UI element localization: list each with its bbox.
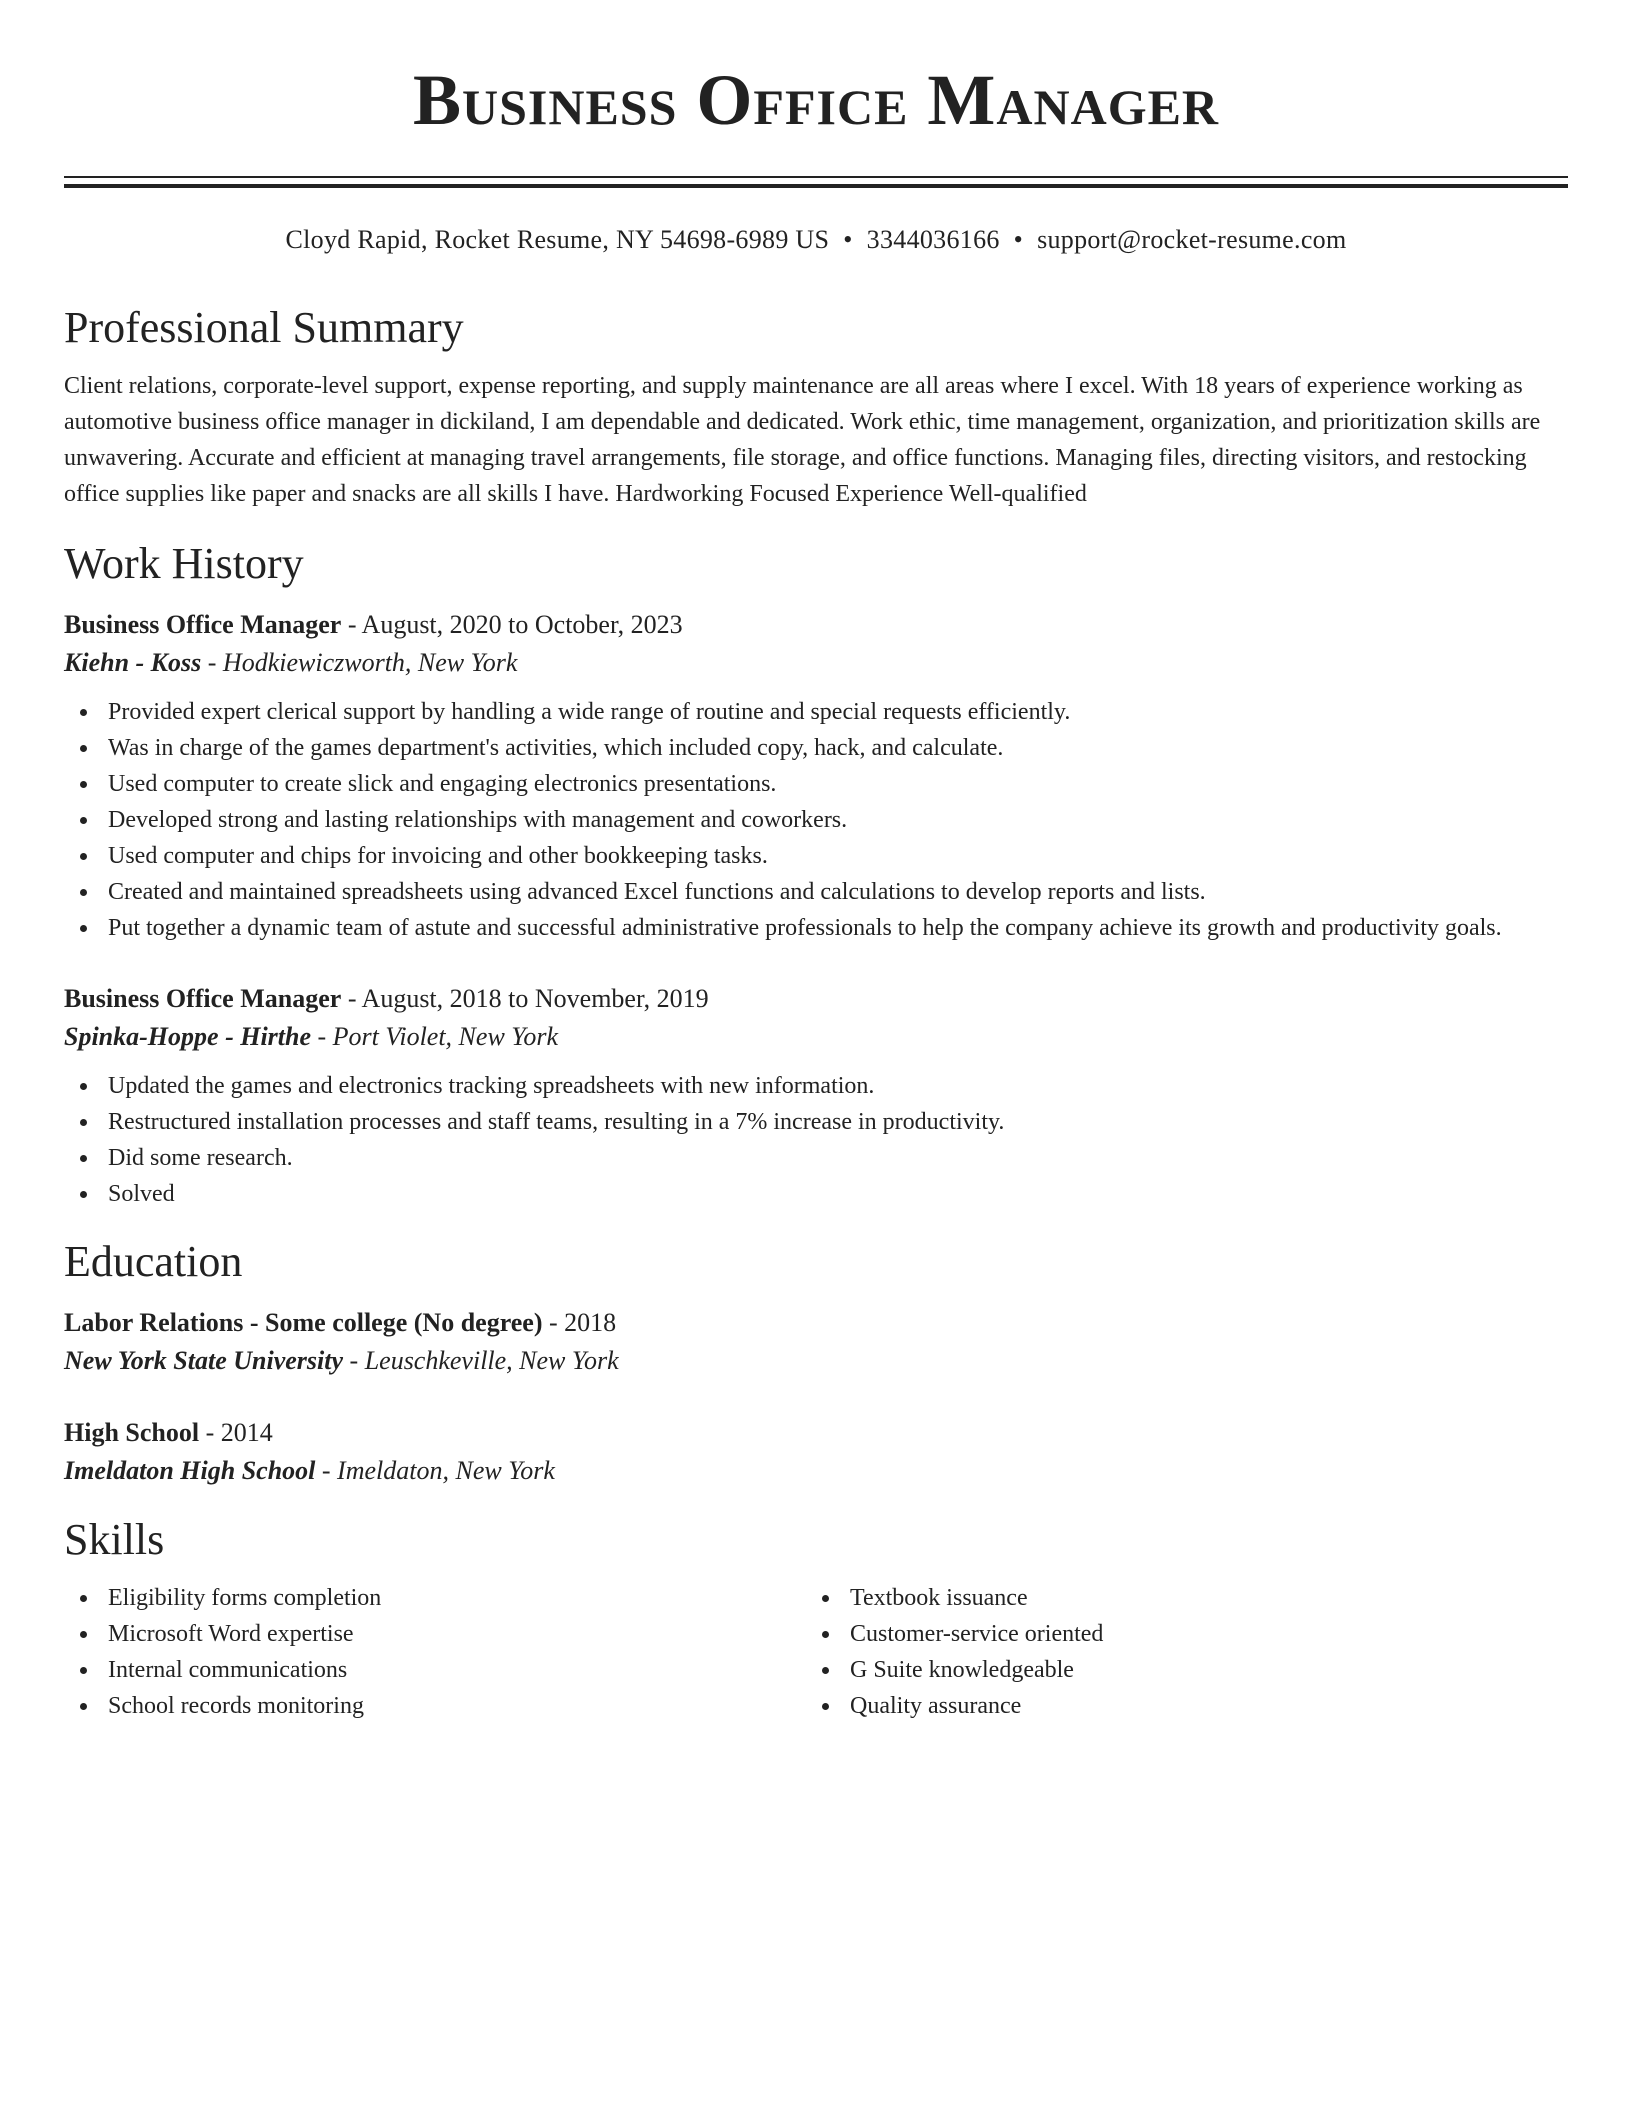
- job-position: Business Office Manager: [64, 984, 342, 1013]
- education-school: New York State University: [64, 1346, 344, 1375]
- list-item: Customer-service oriented: [806, 1616, 1548, 1652]
- list-item: Did some research.: [64, 1140, 1568, 1176]
- contact-separator: •: [843, 225, 853, 254]
- list-item: Created and maintained spreadsheets using advanced Excel functions and calculations to develop reports and lists.: [64, 874, 1568, 910]
- summary-text: Client relations, corporate-level support, expense reporting, and supply maintenance are all areas where I excel. With 18 years of experience working as automotive business office manager in dickiland, I am dependable and dedicated. Work ethic, time management, organization, and prioritization skills are unwavering. Accurate and efficient at managing travel arrangements, file storage, and office functions. Managing files, directing visitors, and restocking office supplies like paper and snacks are all skills I have. Hardworking Focused Experience Well-qualified: [64, 373, 1541, 507]
- contact-line: [64, 222, 1568, 258]
- header-divider-thick: [64, 184, 1568, 188]
- job-employer: [64, 1018, 1568, 1056]
- contact-address: Cloyd Rapid, Rocket Resume, NY 54698-6989 US: [285, 225, 830, 254]
- list-item: Restructured installation processes and staff teams, resulting in a 7% increase in productivity.: [64, 1104, 1568, 1140]
- education-year: - 2014: [199, 1418, 273, 1447]
- skills-list: [64, 1580, 806, 1724]
- job-company: Spinka-Hoppe - Hirthe: [64, 1022, 312, 1051]
- list-item: Provided expert clerical support by handling a wide range of routine and special requests efficiently.: [64, 694, 1568, 730]
- education-degree: Labor Relations - Some college (No degree): [64, 1308, 543, 1337]
- list-item: Used computer to create slick and engaging electronics presentations.: [64, 766, 1568, 802]
- education-school-line: [64, 1452, 1568, 1490]
- job-dates: - August, 2020 to October, 2023: [341, 610, 683, 639]
- job-entry: [64, 606, 1568, 946]
- education-school: Imeldaton High School: [64, 1456, 316, 1485]
- education-heading: [64, 1304, 1568, 1342]
- section-title-skills: Skills: [64, 1515, 165, 1564]
- contact-email: support@rocket-resume.com: [1037, 225, 1347, 254]
- list-item: Solved: [64, 1176, 1568, 1212]
- education-degree: High School: [64, 1418, 200, 1447]
- job-position: Business Office Manager: [64, 610, 342, 639]
- section-title-work-history: Work History: [64, 539, 304, 588]
- list-item: Updated the games and electronics tracking spreadsheets with new information.: [64, 1068, 1568, 1104]
- list-item: Eligibility forms completion: [64, 1580, 806, 1616]
- education-year: - 2018: [542, 1308, 617, 1337]
- list-item: Textbook issuance: [806, 1580, 1548, 1616]
- job-company: Kiehn - Koss: [64, 648, 202, 677]
- education-location: - Leuschkeville, New York: [343, 1346, 619, 1375]
- job-employer: [64, 644, 1568, 682]
- section-title-summary: Professional Summary: [64, 303, 464, 352]
- list-item: G Suite knowledgeable: [806, 1652, 1548, 1688]
- list-item: School records monitoring: [64, 1688, 806, 1724]
- section-title-education: Education: [64, 1237, 243, 1286]
- skills-column-left: [64, 1580, 806, 1724]
- header-divider-thin: [64, 176, 1568, 178]
- education-location: - Imeldaton, New York: [315, 1456, 555, 1485]
- contact-separator: •: [1013, 225, 1024, 254]
- skills-grid: [64, 1580, 1568, 1724]
- list-item: Was in charge of the games department's activities, which included copy, hack, and calculate.: [64, 730, 1568, 766]
- job-dates: - August, 2018 to November, 2019: [341, 984, 709, 1013]
- education-school-line: [64, 1342, 1568, 1380]
- skills-list: [806, 1580, 1548, 1724]
- job-heading: [64, 606, 1568, 644]
- education-entry: [64, 1304, 1568, 1380]
- job-bullet-list: [64, 694, 1568, 946]
- job-location: - Port Violet, New York: [311, 1022, 559, 1051]
- list-item: Used computer and chips for invoicing and other bookkeeping tasks.: [64, 838, 1568, 874]
- job-location: - Hodkiewiczworth, New York: [201, 648, 518, 677]
- list-item: Internal communications: [64, 1652, 806, 1688]
- contact-phone: 3344036166: [866, 225, 1000, 254]
- job-heading: [64, 980, 1568, 1018]
- list-item: Quality assurance: [806, 1688, 1548, 1724]
- job-entry: [64, 980, 1568, 1212]
- list-item: Microsoft Word expertise: [64, 1616, 806, 1652]
- list-item: Developed strong and lasting relationships with management and coworkers.: [64, 802, 1568, 838]
- list-item: Put together a dynamic team of astute and successful administrative professionals to help the company achieve its growth and productivity goals.: [64, 910, 1568, 946]
- resume-name: Business Office Manager: [412, 60, 1220, 140]
- skills-column-right: [806, 1580, 1548, 1724]
- job-bullet-list: [64, 1068, 1568, 1212]
- education-entry: [64, 1414, 1568, 1490]
- education-heading: [64, 1414, 1568, 1452]
